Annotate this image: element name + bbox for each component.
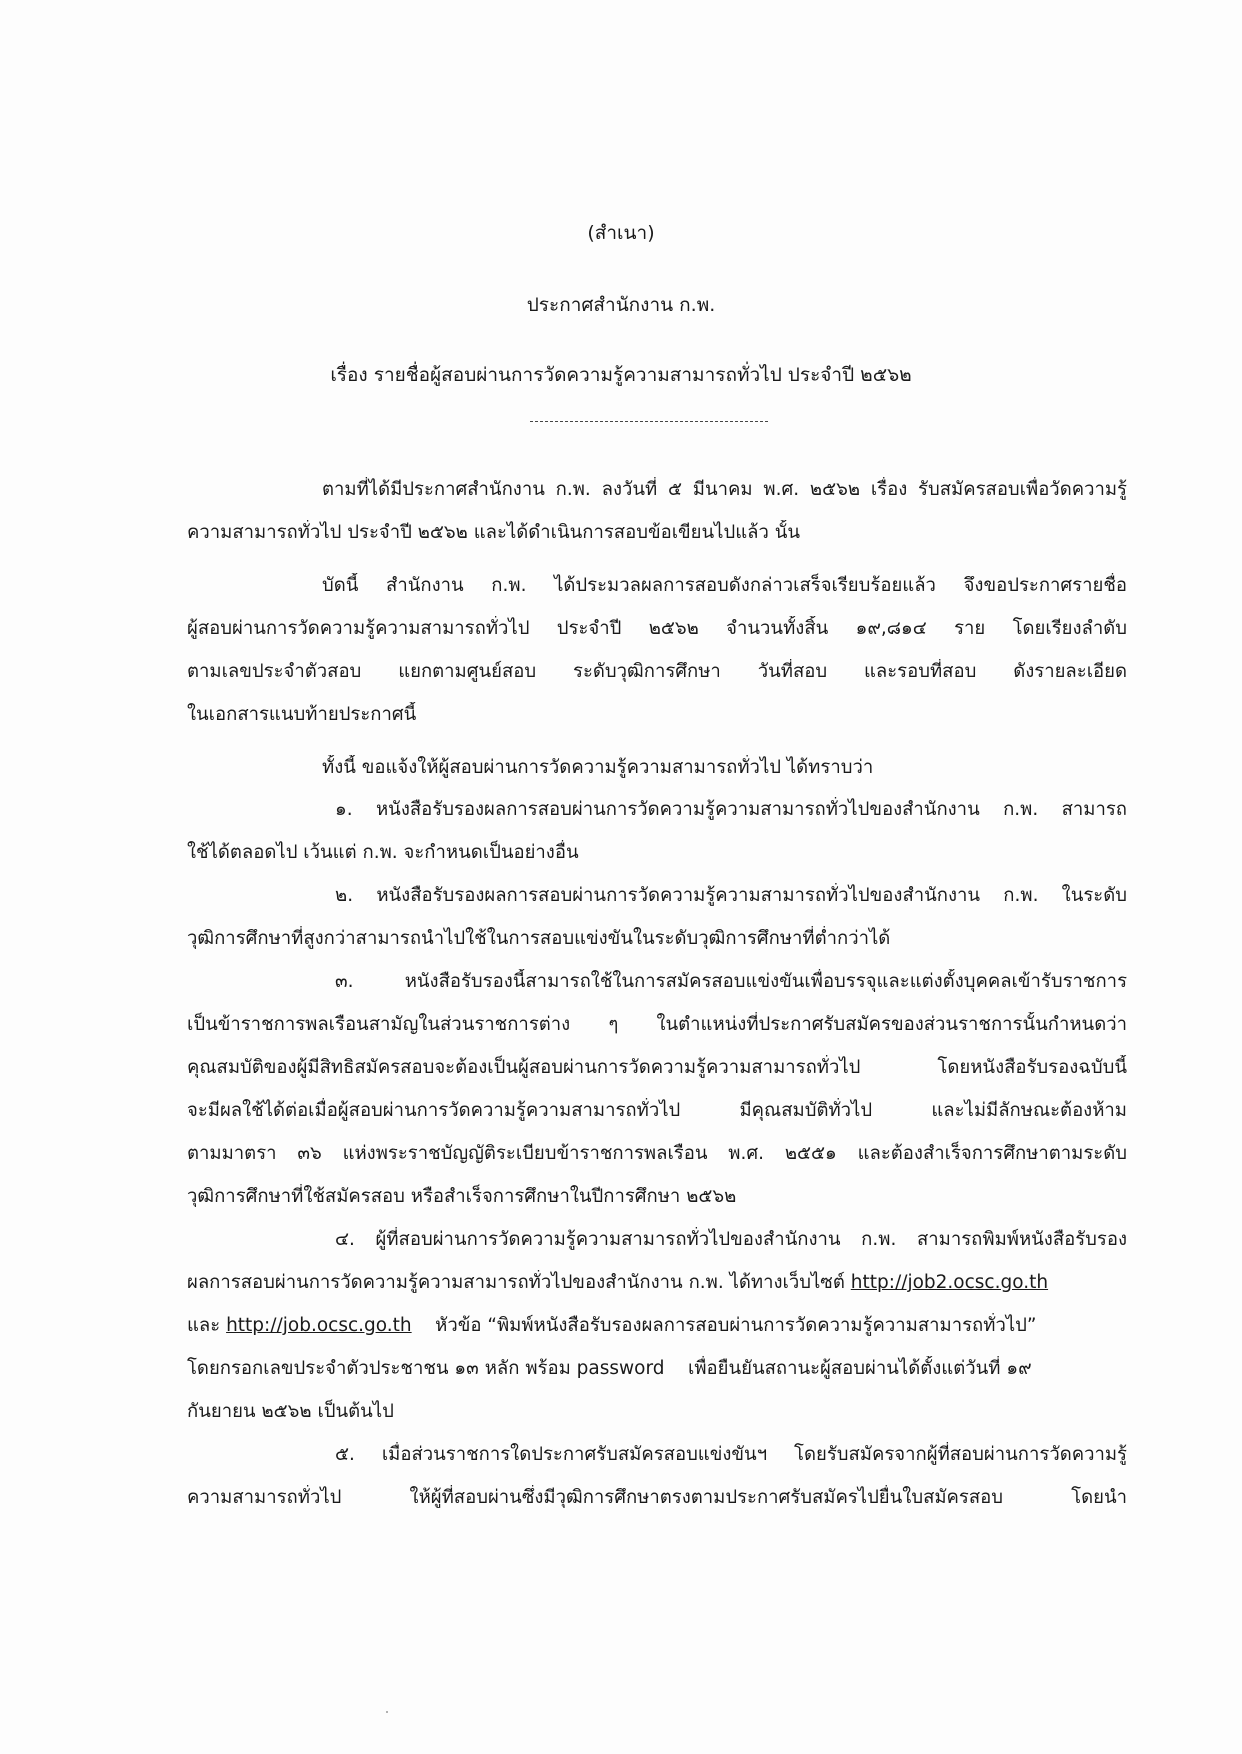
- item-5-line-2: ความสามารถทั่วไป ให้ผู้ที่สอบผ่านซึ่งมีวุฒิการศึกษาตรงตามประกาศรับสมัครไปยื่นใบสมัครสอบ โดยนำ: [187, 1487, 1127, 1508]
- para-3: ทั้งนี้ ขอแจ้งให้ผู้สอบผ่านการวัดความรู้ความสามารถทั่วไป ได้ทราบว่า: [322, 757, 874, 778]
- item-4-line-3: [187, 1313, 1127, 1339]
- para-2-line-3: ตามเลขประจำตัวสอบ แยกตามศูนย์สอบ ระดับวุฒิการศึกษา วันที่สอบ และรอบที่สอบ ดังรายละเอียด: [187, 661, 1127, 682]
- item-3-line-6: วุฒิการศึกษาที่ใช้สมัครสอบ หรือสำเร็จการศึกษาในปีการศึกษา ๒๕๖๒: [187, 1186, 737, 1207]
- copy-mark: (สำเนา): [587, 222, 655, 244]
- item-4-line-4: โดยกรอกเลขประจำตัวประชาชน ๑๓ หลัก พร้อม password เพื่อยืนยันสถานะผู้สอบผ่านได้ตั้งแต่วันที่ ๑๙: [187, 1358, 1032, 1379]
- item-3-line-1: ๓. หนังสือรับรองนี้สามารถใช้ในการสมัครสอบแข่งขันเพื่อบรรจุและแต่งตั้งบุคคลเข้ารับราชการ: [335, 971, 1127, 992]
- item-4-line-3-suffix: หัวข้อ “พิมพ์หนังสือรับรองผลการสอบผ่านการวัดความรู้ความสามารถทั่วไป”: [411, 1315, 1037, 1336]
- item-4-line-2: [187, 1270, 1127, 1296]
- para-1-line-1: ตามที่ได้มีประกาศสำนักงาน ก.พ. ลงวันที่ ๕ มีนาคม พ.ศ. ๒๕๖๒ เรื่อง รับสมัครสอบเพื่อวัดความรู้: [322, 479, 1127, 500]
- heading-divider: [530, 421, 768, 422]
- scan-speck: [386, 1711, 388, 1713]
- item-2-line-2: วุฒิการศึกษาที่สูงกว่าสามารถนำไปใช้ในการสอบแข่งขันในระดับวุฒิการศึกษาที่ต่ำกว่าได้: [187, 928, 891, 949]
- announcer-heading: ประกาศสำนักงาน ก.พ.: [526, 294, 716, 316]
- item-3-line-3: คุณสมบัติของผู้มีสิทธิสมัครสอบจะต้องเป็นผู้สอบผ่านการวัดความรู้ความสามารถทั่วไป โดยหนังสือรับรองฉบับนี้: [187, 1057, 1127, 1078]
- para-2-line-1: บัดนี้ สำนักงาน ก.พ. ได้ประมวลผลการสอบดังกล่าวเสร็จเรียบร้อยแล้ว จึงขอประกาศรายชื่อ: [322, 575, 1127, 596]
- item-5-line-1: ๕. เมื่อส่วนราชการใดประกาศรับสมัครสอบแข่งขันฯ โดยรับสมัครจากผู้ที่สอบผ่านการวัดความรู้: [335, 1444, 1127, 1465]
- item-3-line-4: จะมีผลใช้ได้ต่อเมื่อผู้สอบผ่านการวัดความรู้ความสามารถทั่วไป มีคุณสมบัติทั่วไป และไม่มีลักษณะต้องห้าม: [187, 1100, 1127, 1121]
- item-4-line-5: กันยายน ๒๕๖๒ เป็นต้นไป: [187, 1401, 394, 1422]
- job2-link[interactable]: http://job2.ocsc.go.th: [850, 1272, 1049, 1293]
- item-2-line-1: ๒. หนังสือรับรองผลการสอบผ่านการวัดความรู้ความสามารถทั่วไปของสำนักงาน ก.พ. ในระดับ: [335, 885, 1127, 906]
- item-4-line-3-prefix: และ: [187, 1315, 227, 1336]
- item-3-line-2: เป็นข้าราชการพลเรือนสามัญในส่วนราชการต่าง ๆ ในตำแหน่งที่ประกาศรับสมัครของส่วนราชการนั้นกำหนดว่า: [187, 1014, 1127, 1035]
- item-1-line-2: ใช้ได้ตลอดไป เว้นแต่ ก.พ. จะกำหนดเป็นอย่างอื่น: [187, 842, 579, 863]
- item-4-line-2-text: ผลการสอบผ่านการวัดความรู้ความสามารถทั่วไปของสำนักงาน ก.พ. ได้ทางเว็บไซต์: [187, 1272, 851, 1293]
- job-link[interactable]: http://job.ocsc.go.th: [226, 1315, 412, 1336]
- para-2-line-2: ผู้สอบผ่านการวัดความรู้ความสามารถทั่วไป ประจำปี ๒๕๖๒ จำนวนทั้งสิ้น ๑๙,๘๑๔ ราย โดยเรียงลำดับ: [187, 618, 1127, 639]
- para-1-line-2: ความสามารถทั่วไป ประจำปี ๒๕๖๒ และได้ดำเนินการสอบข้อเขียนไปแล้ว นั้น: [187, 522, 801, 543]
- item-4-line-1: ๔. ผู้ที่สอบผ่านการวัดความรู้ความสามารถทั่วไปของสำนักงาน ก.พ. สามารถพิมพ์หนังสือรับรอง: [335, 1229, 1127, 1250]
- item-1-line-1: ๑. หนังสือรับรองผลการสอบผ่านการวัดความรู้ความสามารถทั่วไปของสำนักงาน ก.พ. สามารถ: [335, 799, 1127, 820]
- para-2-line-4: ในเอกสารแนบท้ายประกาศนี้: [187, 704, 417, 725]
- subject-heading: เรื่อง รายชื่อผู้สอบผ่านการวัดความรู้ความสามารถทั่วไป ประจำปี ๒๕๖๒: [330, 364, 912, 386]
- item-3-line-5: ตามมาตรา ๓๖ แห่งพระราชบัญญัติระเบียบข้าราชการพลเรือน พ.ศ. ๒๕๕๑ และต้องสำเร็จการศึกษาตามระดับ: [187, 1143, 1127, 1164]
